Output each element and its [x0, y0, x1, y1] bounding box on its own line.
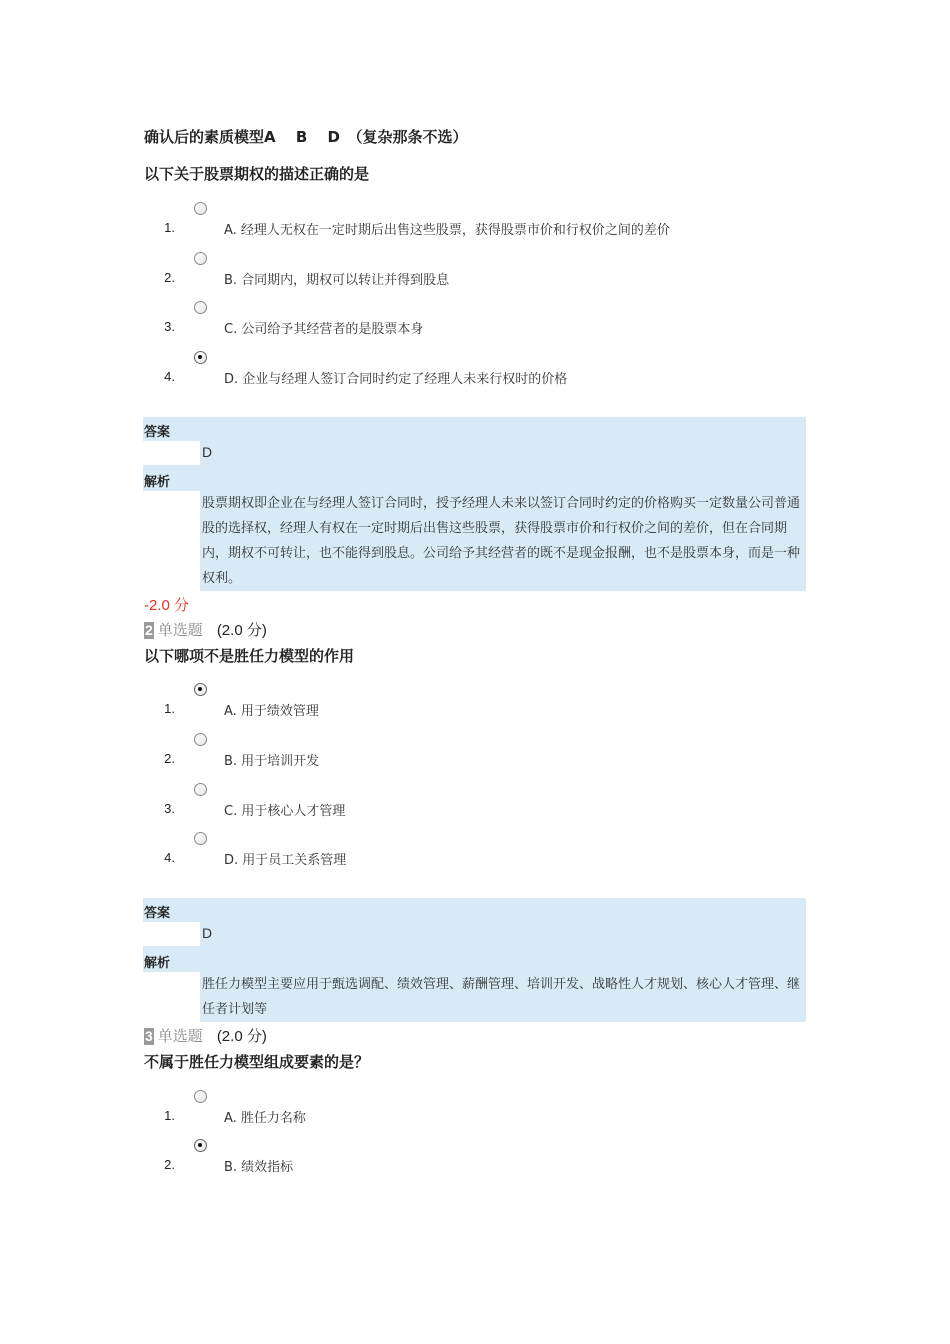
- radio-selected-dot: [198, 687, 202, 691]
- q1-option-number: 4.: [164, 369, 175, 384]
- q2-header: [144, 619, 267, 640]
- q1-option-b-label[interactable]: B. 合同期内，期权可以转让并得到股息: [224, 273, 450, 288]
- q3-question: 不属于胜任力模型组成要素的是？: [144, 1053, 370, 1071]
- q2-answer-label: 答案: [144, 906, 171, 921]
- radio-selected-dot: [198, 355, 202, 359]
- q2-radio-a-selected[interactable]: [194, 683, 207, 696]
- q1-answer-value: D: [202, 444, 213, 460]
- q1-option-c-label[interactable]: C. 公司给予其经营者的是股票本身: [224, 322, 424, 337]
- q1-explanation-label: 解析: [144, 475, 171, 490]
- q1-option-number: 2.: [164, 270, 175, 285]
- q3-radio-b-selected[interactable]: [194, 1139, 207, 1152]
- q1-option-number: 3.: [164, 319, 175, 334]
- q2-option-number: 4.: [164, 850, 175, 865]
- q1-radio-d-selected[interactable]: [194, 351, 207, 364]
- q1-option-d-label[interactable]: D. 企业与经理人签订合同时约定了经理人未来行权时的价格: [224, 372, 568, 387]
- q3-number-badge: 3: [145, 1028, 153, 1044]
- q2-option-number: 3.: [164, 801, 175, 816]
- q2-points: (2.0 分): [216, 622, 267, 639]
- q1-radio-c[interactable]: [194, 301, 207, 314]
- q2-option-number: 2.: [164, 751, 175, 766]
- q2-option-c-label[interactable]: C. 用于核心人才管理: [224, 804, 346, 819]
- q1-option-number: 1.: [164, 220, 175, 235]
- q3-header: [144, 1025, 267, 1046]
- q3-points: (2.0 分): [216, 1028, 267, 1045]
- q2-radio-b[interactable]: [194, 733, 207, 746]
- radio-selected-dot: [198, 1143, 202, 1147]
- q3-option-number: 2.: [164, 1157, 175, 1172]
- q1-score: -2.0 分: [144, 597, 190, 614]
- q2-answer-value: D: [202, 925, 213, 941]
- q2-option-d-label[interactable]: D. 用于员工关系管理: [224, 853, 347, 868]
- q2-type: 单选题: [157, 621, 203, 639]
- q1-question: 以下关于股票期权的描述正确的是: [144, 165, 370, 183]
- q2-explanation-text: 胜任力模型主要应用于甄选调配、绩效管理、薪酬管理、培训开发、战略性人才规划、核心人才管理、继任者计划等: [202, 977, 801, 1017]
- q1-radio-b[interactable]: [194, 252, 207, 265]
- q2-option-a-label[interactable]: A. 用于绩效管理: [224, 704, 319, 719]
- q2-question: 以下哪项不是胜任力模型的作用: [144, 647, 355, 665]
- q2-option-number: 1.: [164, 701, 175, 716]
- q1-answer-label: 答案: [144, 425, 171, 440]
- q3-option-number: 1.: [164, 1108, 175, 1123]
- q2-number-badge: 2: [145, 622, 153, 638]
- q2-option-b-label[interactable]: B. 用于培训开发: [224, 754, 320, 769]
- page-note: 确认后的素质模型A B D （复杂那条不选）: [144, 128, 468, 146]
- q1-option-a-label[interactable]: A. 经理人无权在一定时期后出售这些股票，获得股票市价和行权价之间的差价: [224, 223, 670, 238]
- q2-radio-c[interactable]: [194, 783, 207, 796]
- q2-explanation-label: 解析: [144, 956, 171, 971]
- q1-radio-a[interactable]: [194, 202, 207, 215]
- q2-radio-d[interactable]: [194, 832, 207, 845]
- answer-indent-gap: [143, 922, 200, 946]
- explanation-indent-gap: [143, 972, 200, 1022]
- q3-type: 单选题: [157, 1027, 203, 1045]
- answer-indent-gap: [143, 441, 200, 465]
- q3-radio-a[interactable]: [194, 1090, 207, 1103]
- q3-option-a-label[interactable]: A. 胜任力名称: [224, 1111, 306, 1126]
- q3-option-b-label[interactable]: B. 绩效指标: [224, 1160, 294, 1175]
- explanation-indent-gap: [143, 491, 200, 591]
- q1-explanation-text: 股票期权即企业在与经理人签订合同时，授予经理人未来以签订合同时约定的价格购买一定数量公司普通股的选择权，经理人有权在一定时期后出售这些股票，获得股票市价和行权价之间的差价，但在合同期内，期权不可转让，也不能得到股息。公司给予其经营者的既不是现金报酬，也不是股票本身，而是一种权利。: [202, 496, 801, 586]
